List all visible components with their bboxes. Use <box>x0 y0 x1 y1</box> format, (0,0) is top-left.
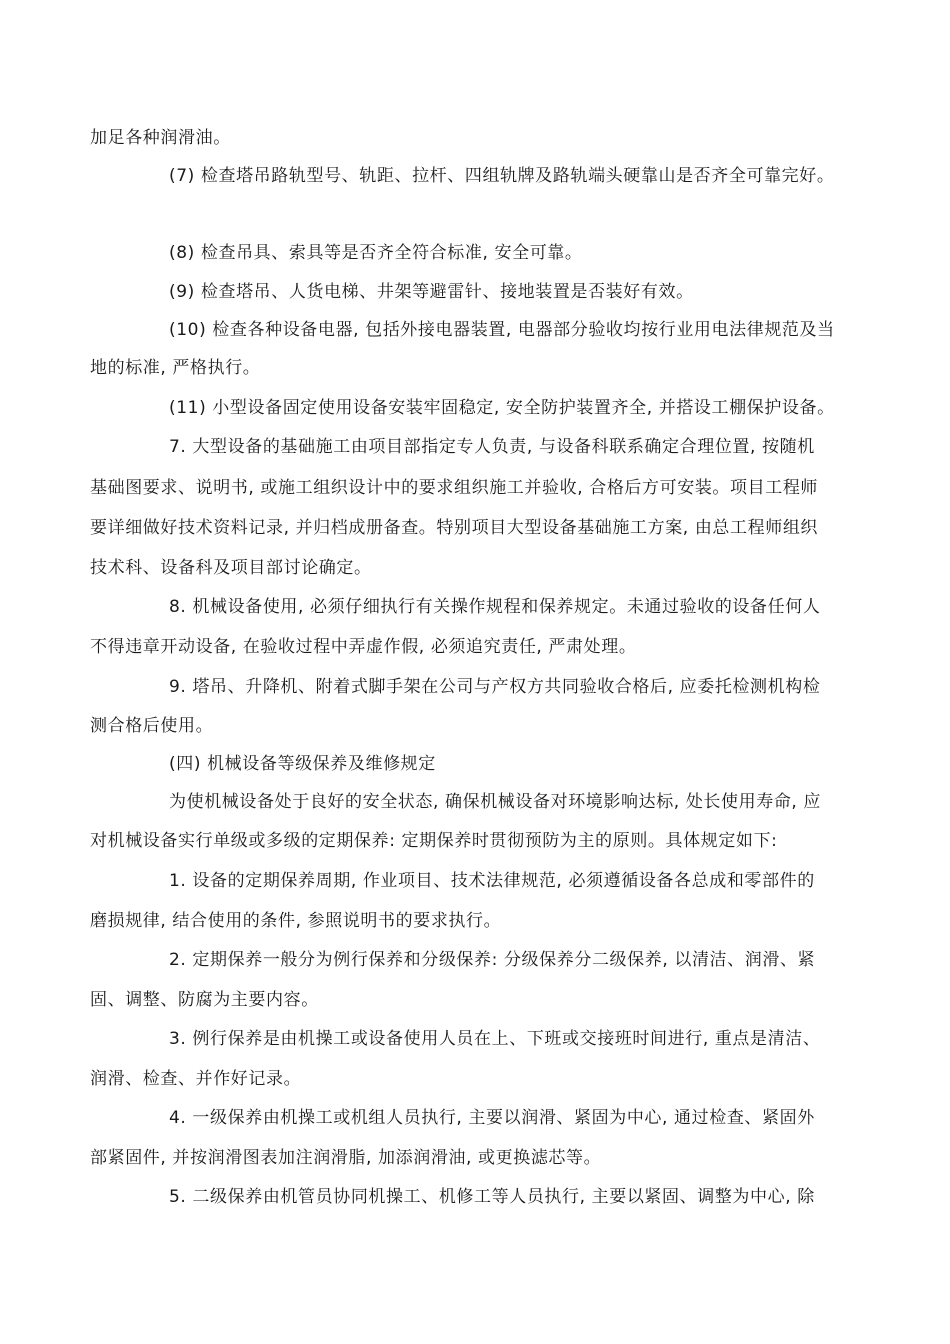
text-line-rule-4: 4. 一级保养由机操工或机组人员执行, 主要以润滑、紧固为中心, 通过检查、紧固外 <box>169 1108 815 1128</box>
text-line: 润滑、检查、并作好记录。 <box>90 1069 302 1089</box>
text-line: 不得违章开动设备, 在验收过程中弄虚作假, 必须追究责任, 严肃处理。 <box>90 637 637 657</box>
text-line: 部紧固件, 并按润滑图表加注润滑脂, 加添润滑油, 或更换滤芯等。 <box>90 1148 602 1168</box>
text-line-item-11: (11) 小型设备固定使用设备安装牢固稳定, 安全防护装置齐全, 并搭设工棚保护设备。 <box>169 398 835 418</box>
text-line-para-7: 7. 大型设备的基础施工由项目部指定专人负责, 与设备科联系确定合理位置, 按随机 <box>169 437 815 457</box>
text-line-rule-5: 5. 二级保养由机管员协同机操工、机修工等人员执行, 主要以紧固、调整为中心, 除 <box>169 1187 815 1207</box>
text-line: 对机械设备实行单级或多级的定期保养: 定期保养时贯彻预防为主的原则。具体规定如下: <box>90 831 778 851</box>
text-line: 地的标准, 严格执行。 <box>90 358 261 378</box>
text-line-rule-1: 1. 设备的定期保养周期, 作业项目、技术法律规范, 必须遵循设备各总成和零部件的 <box>169 871 815 891</box>
text-line: 测合格后使用。 <box>90 716 214 736</box>
text-line-item-9: (9) 检查塔吊、人货电梯、井架等避雷针、接地装置是否装好有效。 <box>169 282 694 302</box>
text-line-para-8: 8. 机械设备使用, 必须仔细执行有关操作规程和保养规定。未通过验收的设备任何人 <box>169 597 821 617</box>
section-heading: (四) 机械设备等级保养及维修规定 <box>169 754 436 774</box>
text-line: 固、调整、防腐为主要内容。 <box>90 990 319 1010</box>
text-line: 基础图要求、说明书, 或施工组织设计中的要求组织施工并验收, 合格后方可安装。项目工程师 <box>90 478 819 498</box>
text-line-rule-3: 3. 例行保养是由机操工或设备使用人员在上、下班或交接班时间进行, 重点是清洁、 <box>169 1029 821 1049</box>
text-line: 要详细做好技术资料记录, 并归档成册备查。特别项目大型设备基础施工方案, 由总工程师组织 <box>90 518 819 538</box>
text-line: 技术科、设备科及项目部讨论确定。 <box>90 558 372 578</box>
text-line-item-10: (10) 检查各种设备电器, 包括外接电器装置, 电器部分验收均按行业用电法律规范及当 <box>169 320 835 340</box>
text-line-continuation: 加足各种润滑油。 <box>90 128 231 148</box>
text-line-intro: 为使机械设备处于良好的安全状态, 确保机械设备对环境影响达标, 处长使用寿命, 应 <box>169 792 822 812</box>
text-line-item-7: (7) 检查塔吊路轨型号、轨距、拉杆、四组轨牌及路轨端头硬靠山是否齐全可靠完好。 <box>169 166 835 186</box>
text-line-para-9: 9. 塔吊、升降机、附着式脚手架在公司与产权方共同验收合格后, 应委托检测机构检 <box>169 677 821 697</box>
text-line-rule-2: 2. 定期保养一般分为例行保养和分级保养: 分级保养分二级保养, 以清洁、润滑、紧 <box>169 950 816 970</box>
text-line-item-8: (8) 检查吊具、索具等是否齐全符合标准, 安全可靠。 <box>169 243 583 263</box>
text-line: 磨损规律, 结合使用的条件, 参照说明书的要求执行。 <box>90 911 502 931</box>
